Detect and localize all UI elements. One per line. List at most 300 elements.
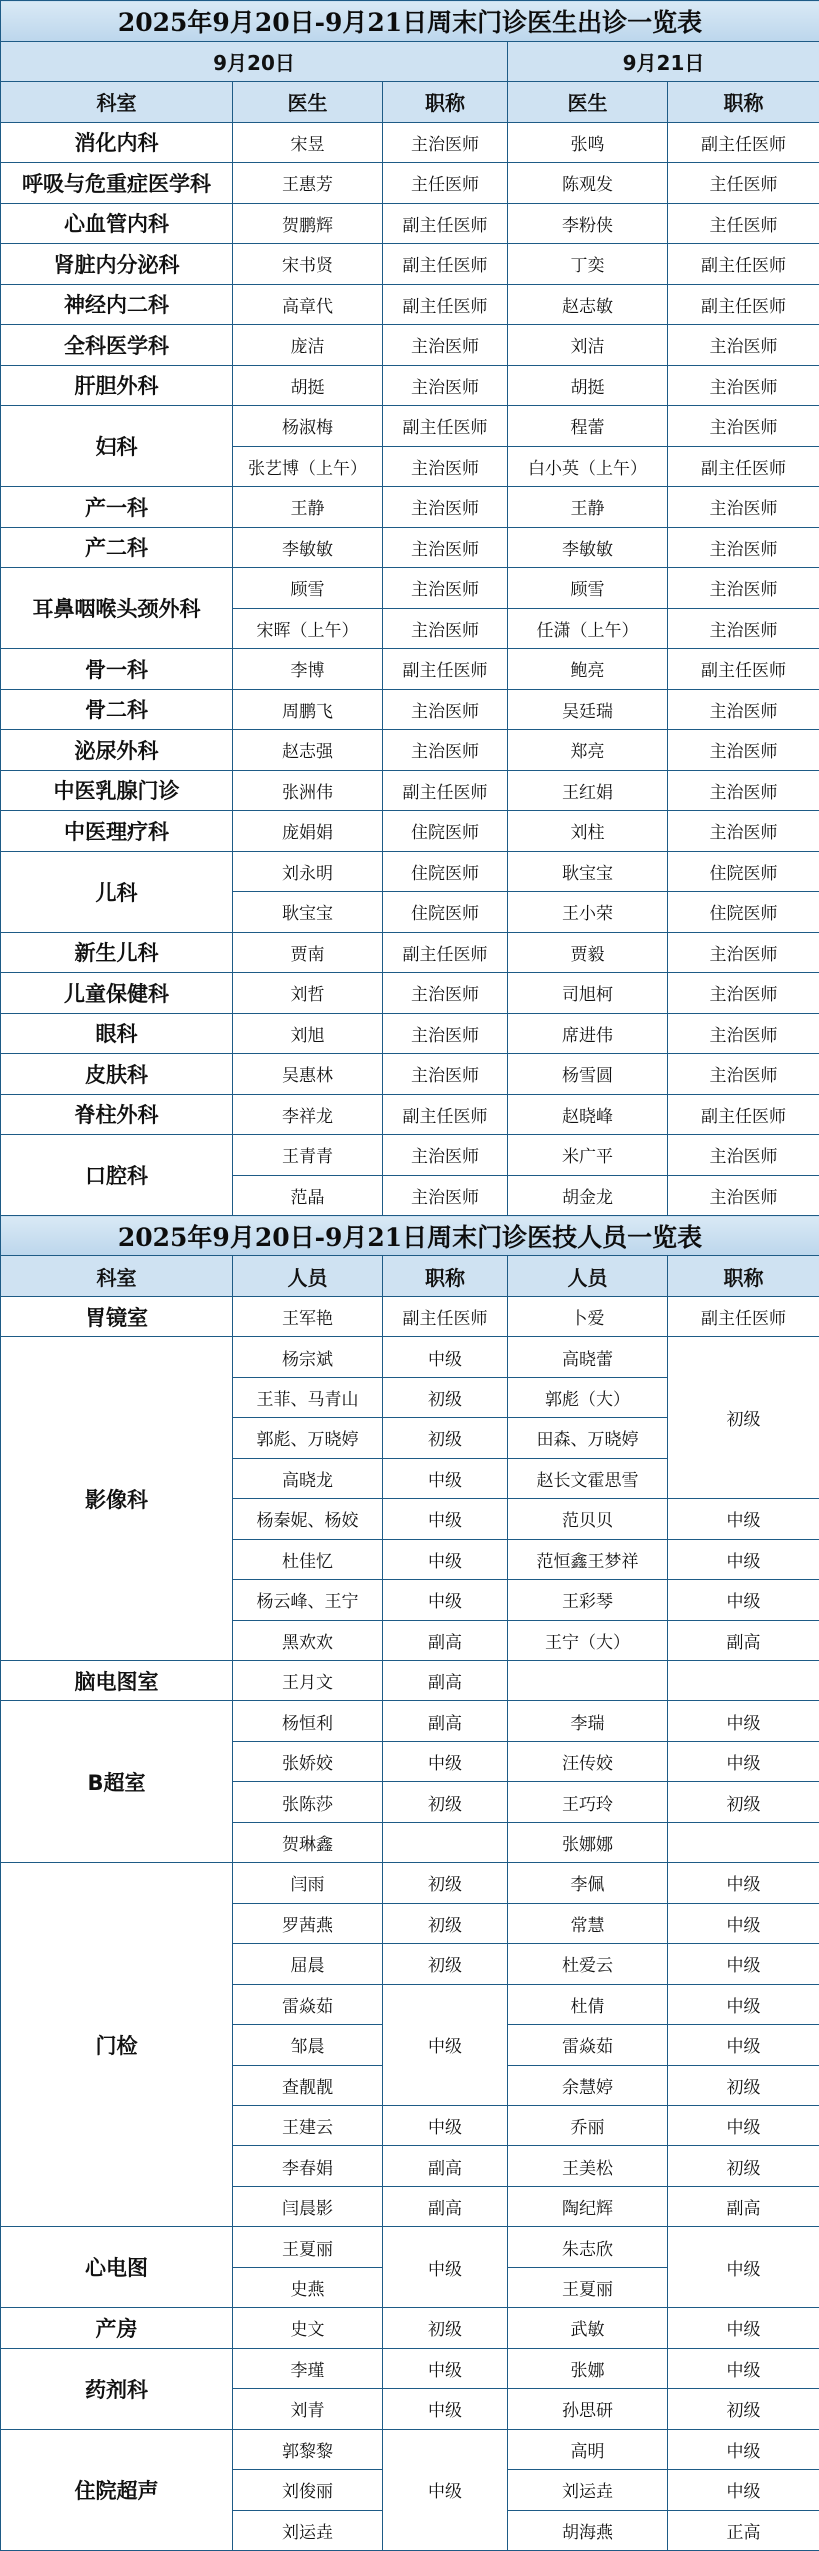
department-cell: 门检 [1,1863,233,2227]
table-cell: 陶纪辉 [508,2186,668,2226]
table-row [1,1135,819,1176]
table-row [1,1054,819,1095]
column-header: 人员 [508,1256,668,1296]
table-cell: 赵志敏 [508,284,668,325]
table-cell: 王夏丽 [508,2267,668,2307]
table-cell: 张娜 [508,2348,668,2388]
table-cell: 初级 [668,2389,819,2429]
table-cell: 中级 [668,1984,819,2024]
table-cell: 住院医师 [668,851,819,892]
table-row [1,1660,819,1700]
table-title: 2025年9月20日-9月21日周末门诊医技人员一览表 [1,1216,819,1256]
table-cell: 庞娟娟 [233,811,383,852]
table-cell: 中级 [668,1863,819,1903]
table-cell: 副主任医师 [383,203,508,244]
table-cell: 王彩琴 [508,1580,668,1620]
table-cell: 宋晖（上午） [233,608,383,649]
table-cell: 张洲伟 [233,770,383,811]
table-row [1,527,819,568]
table-cell: 副高 [668,2186,819,2226]
table-cell: 杜爱云 [508,1944,668,1984]
table-cell: 席进伟 [508,1013,668,1054]
table-cell: 中级 [383,2389,508,2429]
table-cell: 耿宝宝 [508,851,668,892]
department-cell: 骨二科 [1,689,233,730]
table-cell: 中级 [383,1580,508,1620]
table-cell: 张娇姣 [233,1741,383,1781]
table-cell: 主治医师 [668,365,819,406]
table-cell: 王惠芳 [233,163,383,204]
table-cell: 王月文 [233,1660,383,1700]
table-cell: 罗茜燕 [233,1903,383,1943]
department-cell: 药剂科 [1,2348,233,2429]
table-cell: 李敏敏 [233,527,383,568]
table-cell: 主治医师 [383,325,508,366]
table-cell: 汪传姣 [508,1741,668,1781]
table-cell: 住院医师 [383,811,508,852]
table-title: 2025年9月20日-9月21日周末门诊医生出诊一览表 [1,1,819,42]
table-cell: 宋书贤 [233,244,383,285]
table-cell: 主治医师 [668,932,819,973]
table-cell: 主治医师 [668,1013,819,1054]
table-row [1,973,819,1014]
table-cell: 主治医师 [383,1175,508,1216]
doctor-schedule-table [0,0,819,1216]
table-cell: 中级 [668,1539,819,1579]
table-cell: 赵长文霍思雪 [508,1458,668,1498]
table-cell: 乔丽 [508,2105,668,2145]
table-cell: 查靓靓 [233,2065,383,2105]
table-cell: 李春娟 [233,2146,383,2186]
table-cell: 赵晓峰 [508,1094,668,1135]
table-cell: 鲍亮 [508,649,668,690]
table-cell: 张陈莎 [233,1782,383,1822]
table-cell: 李博 [233,649,383,690]
table-cell: 范恒鑫王梦祥 [508,1539,668,1579]
table-cell: 胡海燕 [508,2510,668,2550]
table-cell: 主治医师 [668,568,819,609]
table-cell: 李祥龙 [233,1094,383,1135]
table-cell: 刘旭 [233,1013,383,1054]
department-cell: 耳鼻咽喉头颈外科 [1,568,233,649]
table-row [1,406,819,447]
table-cell: 主治医师 [668,1175,819,1216]
table-cell: 张艺博（上午） [233,446,383,487]
department-cell: 胃镜室 [1,1296,233,1336]
table-cell: 副主任医师 [383,932,508,973]
table-cell: 史文 [233,2308,383,2348]
table-cell: 郭彪、万晓婷 [233,1418,383,1458]
table-cell: 史燕 [233,2267,383,2307]
table-cell: 主治医师 [383,487,508,528]
department-cell: 心血管内科 [1,203,233,244]
table-cell: 初级 [383,1782,508,1822]
table-row [1,203,819,244]
table-cell: 初级 [383,1377,508,1417]
table-row [1,365,819,406]
table-cell: 耿宝宝 [233,892,383,933]
table-cell: 程蕾 [508,406,668,447]
table-cell: 刘永明 [233,851,383,892]
date-header-day1: 9月20日 [1,41,508,82]
department-cell: 新生儿科 [1,932,233,973]
table-cell: 住院医师 [668,892,819,933]
table-cell: 陈观发 [508,163,668,204]
department-cell: 全科医学科 [1,325,233,366]
table-row [1,2308,819,2348]
table-cell: 中级 [668,1499,819,1539]
table-cell: 中级 [668,2348,819,2388]
department-cell: 肝胆外科 [1,365,233,406]
table-cell: 高明 [508,2429,668,2469]
table-cell: 中级 [668,2227,819,2308]
table-cell: 中级 [383,1499,508,1539]
table-row [1,284,819,325]
table-cell: 副主任医师 [383,770,508,811]
department-cell: 眼科 [1,1013,233,1054]
table-cell: 米广平 [508,1135,668,1176]
table-row [1,487,819,528]
department-cell: 儿童保健科 [1,973,233,1014]
table-row [1,1094,819,1135]
table-cell: 主治医师 [668,770,819,811]
table-cell: 初级 [383,1863,508,1903]
table-cell: 副主任医师 [668,122,819,163]
table-row [1,122,819,163]
table-cell: 副主任医师 [668,284,819,325]
column-header: 职称 [668,82,819,123]
table-cell: 王静 [233,487,383,528]
table-cell: 李粉侠 [508,203,668,244]
column-header: 人员 [233,1256,383,1296]
table-cell: 黑欢欢 [233,1620,383,1660]
table-cell: 闫雨 [233,1863,383,1903]
table-cell: 初级 [668,2065,819,2105]
table-cell: 高晓蕾 [508,1337,668,1377]
department-cell: B超室 [1,1701,233,1863]
table-row [1,1296,819,1336]
department-cell: 肾脏内分泌科 [1,244,233,285]
column-header: 科室 [1,82,233,123]
table-cell: 杨雪圆 [508,1054,668,1095]
table-cell: 杨淑梅 [233,406,383,447]
table-cell: 范贝贝 [508,1499,668,1539]
table-cell: 中级 [668,1701,819,1741]
table-cell: 张娜娜 [508,1822,668,1862]
column-header: 职称 [668,1256,819,1296]
table-cell: 中级 [383,1337,508,1377]
table-cell: 刘俊丽 [233,2470,383,2510]
department-cell: 产一科 [1,487,233,528]
table-cell: 主治医师 [383,973,508,1014]
department-cell: 中医理疗科 [1,811,233,852]
table-cell: 余慧婷 [508,2065,668,2105]
table-cell: 主治医师 [383,608,508,649]
table-cell: 赵志强 [233,730,383,771]
table-cell [383,1822,508,1862]
table-cell: 初级 [668,2146,819,2186]
table-cell: 中级 [668,2470,819,2510]
column-header: 科室 [1,1256,233,1296]
table-cell: 住院医师 [383,892,508,933]
department-cell: 影像科 [1,1337,233,1661]
table-row [1,689,819,730]
table-cell: 主治医师 [383,446,508,487]
table-cell: 主治医师 [383,689,508,730]
table-cell: 王小荣 [508,892,668,933]
table-row [1,244,819,285]
table-cell: 贺琳鑫 [233,1822,383,1862]
table-row [1,2429,819,2469]
table-cell: 中级 [668,1944,819,1984]
table-cell: 主治医师 [668,608,819,649]
table-cell: 司旭柯 [508,973,668,1014]
date-row [1,41,819,82]
table-cell: 刘哲 [233,973,383,1014]
department-cell: 心电图 [1,2227,233,2308]
table-row [1,730,819,771]
table-cell [508,1660,668,1700]
table-cell: 副高 [383,1660,508,1700]
table-cell: 李佩 [508,1863,668,1903]
title-row [1,1216,819,1256]
table-row [1,851,819,892]
table-cell: 郑亮 [508,730,668,771]
table-cell: 主治医师 [383,122,508,163]
table-cell: 刘青 [233,2389,383,2429]
table-cell: 副高 [383,2186,508,2226]
department-cell: 呼吸与危重症医学科 [1,163,233,204]
table-cell: 李敏敏 [508,527,668,568]
table-cell: 副主任医师 [668,446,819,487]
table-cell [668,1822,819,1862]
table-cell: 中级 [668,1903,819,1943]
table-cell: 主治医师 [383,1013,508,1054]
table-cell: 高章代 [233,284,383,325]
table-cell: 武敏 [508,2308,668,2348]
table-cell: 中级 [383,1984,508,2105]
table-cell: 中级 [668,2429,819,2469]
department-cell: 脑电图室 [1,1660,233,1700]
table-cell: 王红娟 [508,770,668,811]
table-cell: 张鸣 [508,122,668,163]
table-cell: 中级 [668,1741,819,1781]
department-cell: 产房 [1,2308,233,2348]
table-cell: 初级 [668,1782,819,1822]
table-row [1,1013,819,1054]
table-cell: 王夏丽 [233,2227,383,2267]
table-cell: 中级 [383,2429,508,2550]
table-cell: 主治医师 [383,365,508,406]
table-cell: 初级 [383,1903,508,1943]
table-cell: 庞洁 [233,325,383,366]
table-cell: 吴惠林 [233,1054,383,1095]
table-cell: 中级 [383,1539,508,1579]
table-row [1,568,819,609]
table-cell: 雷焱茹 [508,2025,668,2065]
table-cell: 郭彪（大） [508,1377,668,1417]
table-cell [668,1660,819,1700]
table-cell: 中级 [668,1580,819,1620]
table-cell: 刘运垚 [233,2510,383,2550]
table-cell: 副高 [383,1701,508,1741]
table-cell: 副主任医师 [383,406,508,447]
technician-schedule-table [0,1215,819,2551]
date-header-day2: 9月21日 [508,41,819,82]
table-cell: 副主任医师 [383,1296,508,1336]
table-cell: 正高 [668,2510,819,2550]
table-cell: 胡挺 [233,365,383,406]
table-cell: 主治医师 [668,1135,819,1176]
table-cell: 主治医师 [383,730,508,771]
table-cell: 主治医师 [668,973,819,1014]
table-row [1,1337,819,1377]
table-cell: 初级 [668,1337,819,1499]
table-cell: 王美松 [508,2146,668,2186]
table-cell: 副主任医师 [668,649,819,690]
table-cell: 主任医师 [668,203,819,244]
table-cell: 初级 [383,1944,508,1984]
table-cell: 郭黎黎 [233,2429,383,2469]
department-cell: 儿科 [1,851,233,932]
table-cell: 孙思研 [508,2389,668,2429]
table-cell: 闫晨影 [233,2186,383,2226]
table-cell: 王巧玲 [508,1782,668,1822]
table-cell: 中级 [668,2105,819,2145]
table-cell: 中级 [383,2227,508,2308]
table-cell: 中级 [383,2105,508,2145]
table-cell: 任潇（上午） [508,608,668,649]
table-cell: 丁奕 [508,244,668,285]
table-cell: 王宁（大） [508,1620,668,1660]
table-row [1,811,819,852]
table-cell: 主治医师 [668,730,819,771]
department-cell: 骨一科 [1,649,233,690]
table-cell: 贺鹏辉 [233,203,383,244]
department-cell: 中医乳腺门诊 [1,770,233,811]
table-cell: 主治医师 [383,527,508,568]
department-cell: 神经内二科 [1,284,233,325]
table-cell: 宋昱 [233,122,383,163]
column-header-row [1,82,819,123]
table-cell: 吴廷瑞 [508,689,668,730]
column-header: 职称 [383,1256,508,1296]
table-cell: 刘运垚 [508,2470,668,2510]
table-row [1,1701,819,1741]
table-cell: 王菲、马青山 [233,1377,383,1417]
table-cell: 顾雪 [233,568,383,609]
table-cell: 杜佳忆 [233,1539,383,1579]
table-cell: 贾毅 [508,932,668,973]
table-row [1,2227,819,2267]
table-row [1,932,819,973]
table-cell: 王静 [508,487,668,528]
table-cell: 贾南 [233,932,383,973]
table-cell: 副主任医师 [383,244,508,285]
table-cell: 中级 [383,2348,508,2388]
table-cell: 主治医师 [668,689,819,730]
table-cell: 卜爱 [508,1296,668,1336]
table-cell: 副主任医师 [383,284,508,325]
table-cell: 主治医师 [668,1054,819,1095]
table-cell: 主治医师 [668,811,819,852]
department-cell: 脊柱外科 [1,1094,233,1135]
table-cell: 顾雪 [508,568,668,609]
table-cell: 副高 [383,1620,508,1660]
table-cell: 主治医师 [383,1135,508,1176]
department-cell: 住院超声 [1,2429,233,2550]
table-cell: 主任医师 [668,163,819,204]
table-cell: 主任医师 [383,163,508,204]
table-row [1,325,819,366]
column-header: 职称 [383,82,508,123]
title-row [1,1,819,42]
table-cell: 雷焱茹 [233,1984,383,2024]
table-cell: 高晓龙 [233,1458,383,1498]
table-cell: 副主任医师 [668,1094,819,1135]
table-cell: 初级 [383,2308,508,2348]
table-cell: 田森、万晓婷 [508,1418,668,1458]
table-cell: 刘柱 [508,811,668,852]
table-row [1,163,819,204]
table-cell: 主治医师 [668,325,819,366]
table-cell: 主治医师 [383,1054,508,1095]
table-cell: 中级 [668,2308,819,2348]
table-cell: 李瑾 [233,2348,383,2388]
table-cell: 主治医师 [668,406,819,447]
table-cell: 主治医师 [668,527,819,568]
table-cell: 中级 [383,1458,508,1498]
department-cell: 消化内科 [1,122,233,163]
table-cell: 范晶 [233,1175,383,1216]
department-cell: 产二科 [1,527,233,568]
table-cell: 邹晨 [233,2025,383,2065]
table-cell: 初级 [383,1418,508,1458]
department-cell: 皮肤科 [1,1054,233,1095]
table-cell: 刘洁 [508,325,668,366]
table-cell: 屈晨 [233,1944,383,1984]
table-cell: 副主任医师 [383,649,508,690]
column-header: 医生 [508,82,668,123]
table-cell: 胡挺 [508,365,668,406]
table-cell: 副主任医师 [383,1094,508,1135]
table-cell: 副主任医师 [668,244,819,285]
table-cell: 副高 [668,1620,819,1660]
table-cell: 常慧 [508,1903,668,1943]
table-cell: 副高 [383,2146,508,2186]
table-cell: 杨秦妮、杨姣 [233,1499,383,1539]
table-cell: 胡金龙 [508,1175,668,1216]
table-cell: 王青青 [233,1135,383,1176]
table-cell: 王建云 [233,2105,383,2145]
table-cell: 中级 [383,1741,508,1781]
table-row [1,2348,819,2388]
table-cell: 杜倩 [508,1984,668,2024]
table-cell: 李瑞 [508,1701,668,1741]
table-cell: 白小英（上午） [508,446,668,487]
table-cell: 主治医师 [383,568,508,609]
column-header-row [1,1256,819,1296]
table-cell: 王军艳 [233,1296,383,1336]
department-cell: 泌尿外科 [1,730,233,771]
table-row [1,770,819,811]
table-cell: 副主任医师 [668,1296,819,1336]
table-cell: 杨云峰、王宁 [233,1580,383,1620]
table-cell: 朱志欣 [508,2227,668,2267]
table-cell: 住院医师 [383,851,508,892]
department-cell: 妇科 [1,406,233,487]
column-header: 医生 [233,82,383,123]
